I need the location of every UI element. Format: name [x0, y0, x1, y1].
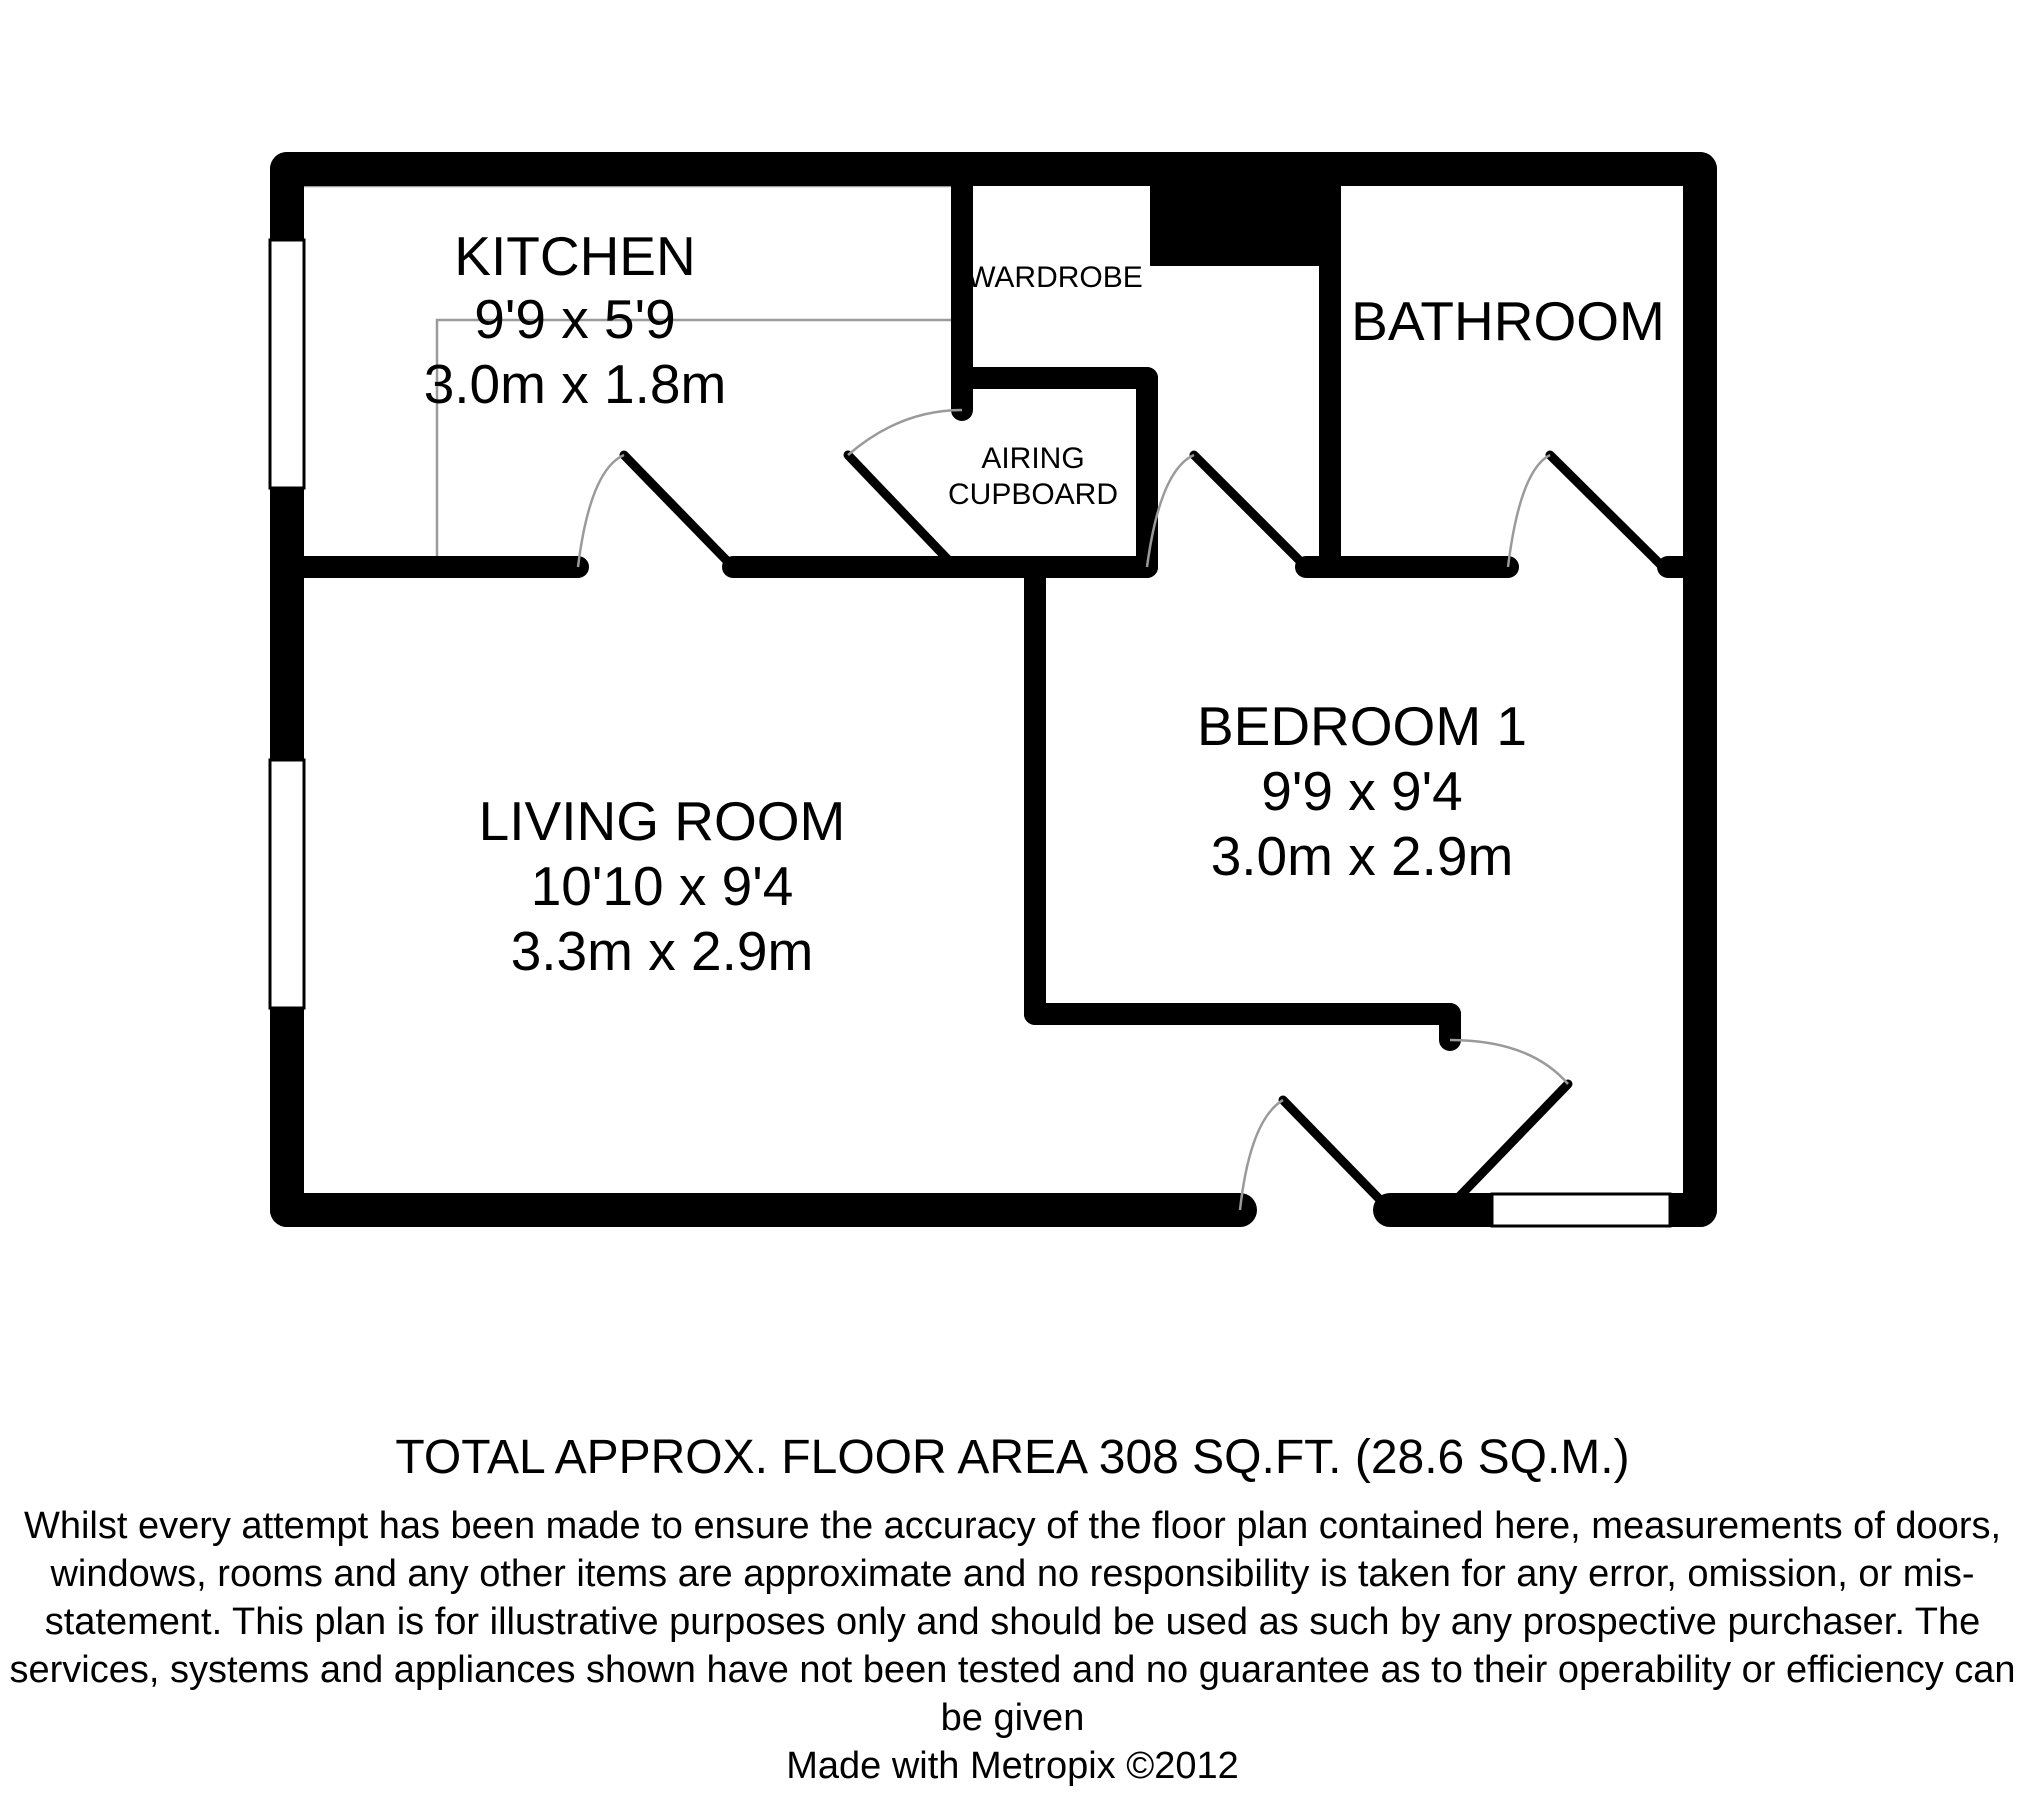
bedroom-imperial: 9'9 x 9'4	[1261, 760, 1463, 822]
kitchen-name: KITCHEN	[454, 225, 696, 287]
living-room-imperial: 10'10 x 9'4	[530, 855, 794, 917]
bedroom-window	[1492, 1194, 1670, 1226]
credit: Made with Metropix ©2012	[786, 1745, 1239, 1787]
kitchen-window	[270, 240, 304, 488]
footer	[0, 1428, 2025, 1790]
kitchen-metric: 3.0m x 1.8m	[423, 353, 727, 415]
bathroom-name: BATHROOM	[1351, 290, 1665, 352]
airing-cupboard-label-2: CUPBOARD	[947, 478, 1119, 511]
wardrobe-label: WARDROBE	[967, 261, 1143, 294]
chimney-breast	[1150, 169, 1330, 266]
bedroom-metric: 3.0m x 2.9m	[1210, 825, 1514, 887]
bedroom-name: BEDROOM 1	[1196, 695, 1528, 757]
kitchen-imperial: 9'9 x 5'9	[474, 288, 676, 350]
living-room-name: LIVING ROOM	[478, 790, 846, 852]
disclaimer: Whilst every attempt has been made to ensure the accuracy of the floor plan contained here, measurements of doors, windows, rooms and any other items are approximate and no responsibility is taken for any error, omission, or mis-statement. This plan is for illustrative purposes only and should be used as such by any prospective purchaser. The services, systems and appliances shown have not been tested and no guarantee as to their operability or efficiency can be given	[9, 1505, 2016, 1739]
living-room-metric: 3.3m x 2.9m	[510, 920, 814, 982]
total-floor-area: TOTAL APPROX. FLOOR AREA 308 SQ.FT. (28.6 SQ.M.)	[395, 1431, 1630, 1484]
living-room-window	[270, 760, 304, 1008]
airing-cupboard-label-1: AIRING	[981, 442, 1085, 475]
